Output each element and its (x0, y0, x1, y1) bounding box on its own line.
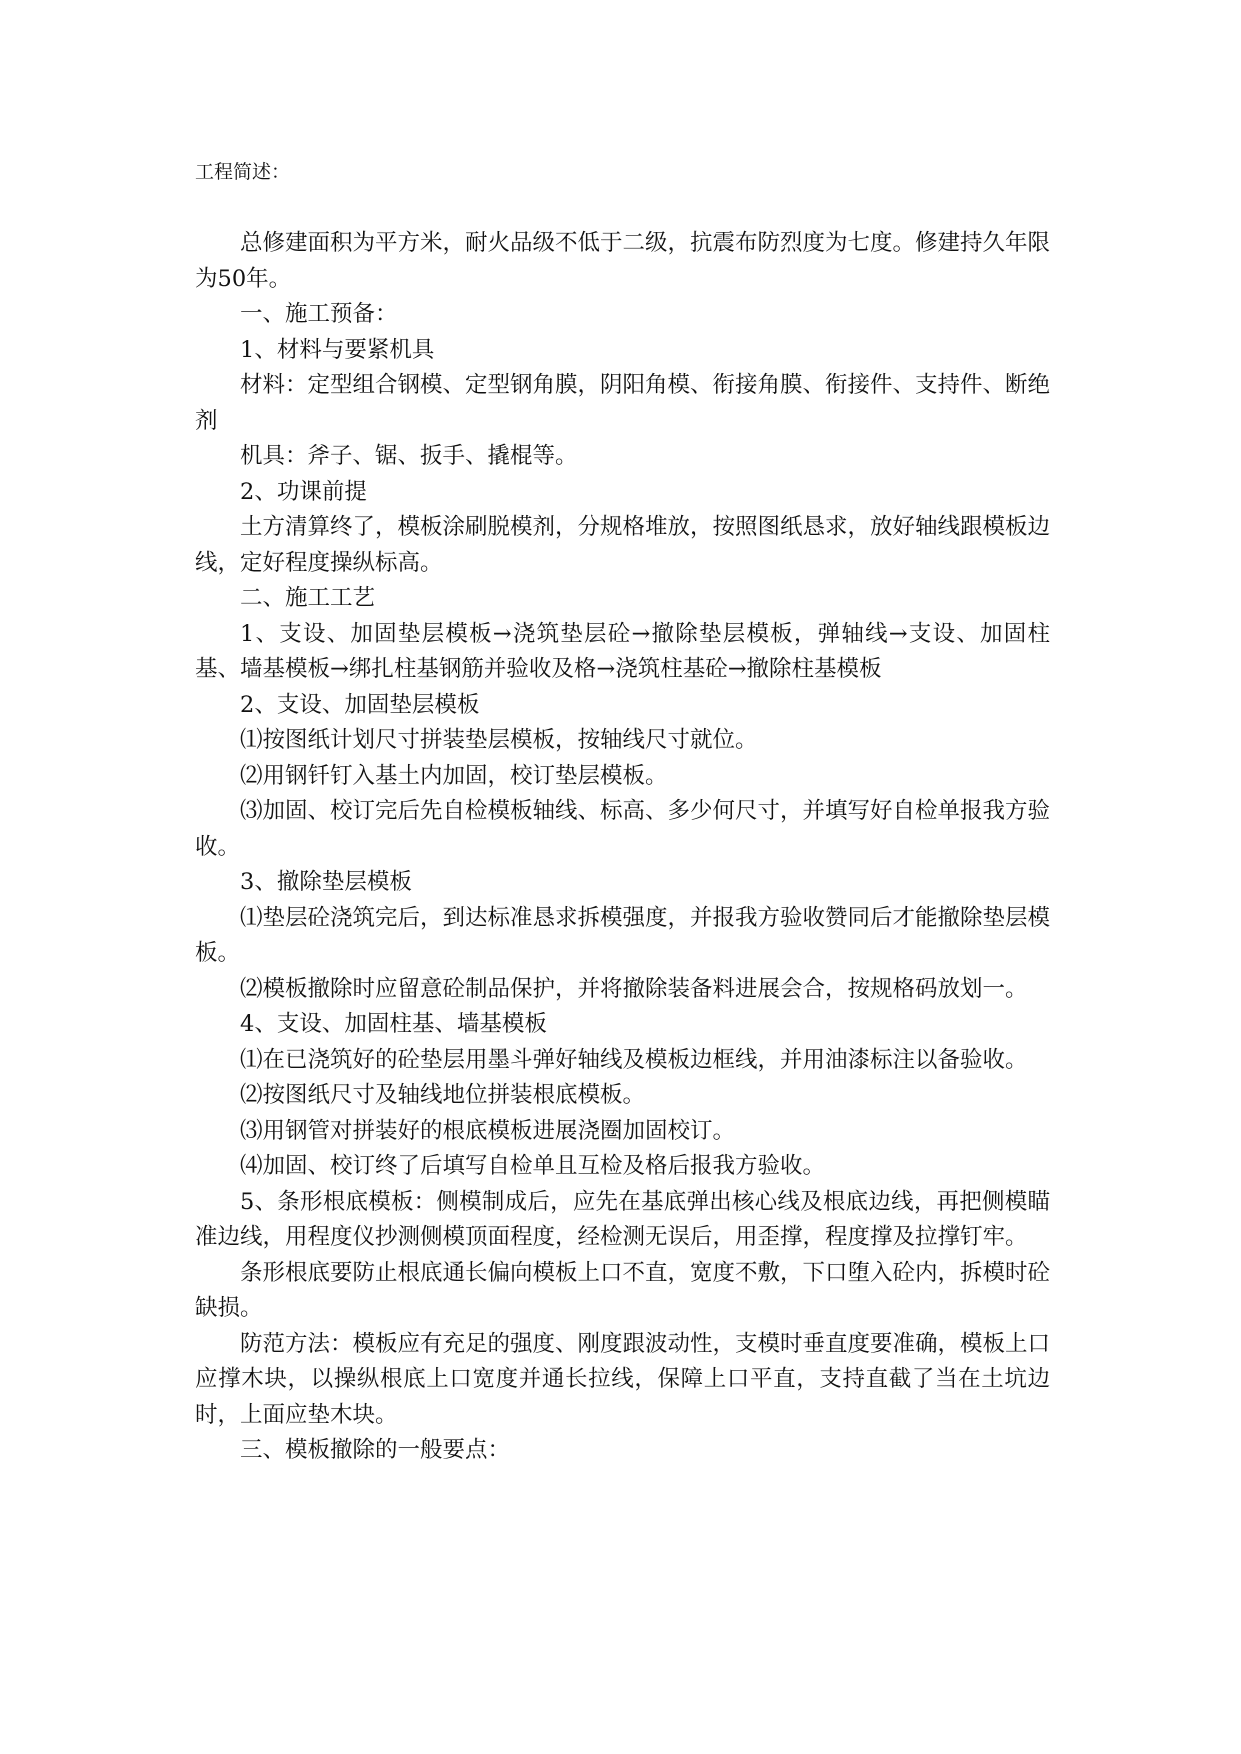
paragraph: ⑴在已浇筑好的砼垫层用墨斗弹好轴线及模板边框线，并用油漆标注以备验收。 (240, 1046, 1028, 1073)
paragraph: 1、支设、加固垫层模板→浇筑垫层砼→撤除垫层模板，弹轴线→支设、加固柱基、墙基模板→绑扎柱基钢筋并验收及格→浇筑柱基砼→撤除柱基模板 (195, 620, 1050, 682)
paragraph: ⑵按图纸尺寸及轴线地位拼装根底模板。 (240, 1082, 646, 1108)
paragraph: ⑴按图纸计划尺寸拼装垫层模板，按轴线尺寸就位。 (240, 727, 758, 753)
paragraph: 一、施工预备： (240, 301, 398, 327)
paragraph: 材料：定型组合钢模、定型钢角膜，阴阳角模、衔接角膜、衔接件、支持件、断绝剂 (195, 372, 1051, 434)
paragraph: 条形根底要防止根底通长偏向模板上口不直，宽度不敷，下口堕入砼内，拆模时砼缺损。 (195, 1259, 1051, 1321)
paragraph: ⑶加固、校订完后先自检模板轴线、标高、多少何尺寸，并填写好自检单报我方验收。 (195, 798, 1051, 860)
paragraph: ⑶用钢管对拼装好的根底模板进展浇圈加固校订。 (240, 1117, 736, 1144)
paragraph: 防范方法：模板应有充足的强度、刚度跟波动性，支模时垂直度要准确，模板上口应撑木块，以操纵根底上口宽度并通长拉线，保障上口平直，支持直截了当在土坑边时，上面应垫木块。 (195, 1330, 1051, 1428)
paragraph: 土方清算终了，模板涂刷脱模剂，分规格堆放，按照图纸恳求，放好轴线跟模板边线，定好程度操纵标高。 (195, 514, 1051, 576)
paragraph: 2、功课前提 (240, 478, 367, 505)
document-body (195, 226, 1050, 1469)
document-heading: 工程简述： (195, 161, 291, 183)
paragraph: ⑵用钢钎钉入基土内加固，校订垫层模板。 (240, 762, 668, 789)
paragraph: 二、施工工艺 (240, 585, 376, 611)
paragraph: 总修建面积为平方米，耐火品级不低于二级，抗震布防烈度为七度。修建持久年限为50年。 (195, 230, 1051, 292)
paragraph: 5、条形根底模板：侧模制成后，应先在基底弹出核心线及根底边线，再把侧模瞄准边线，用程度仪抄测侧模顶面程度，经检测无误后，用歪撑，程度撑及拉撑钉牢。 (195, 1188, 1050, 1250)
paragraph: 1、材料与要紧机具 (240, 336, 435, 363)
paragraph: 三、模板撤除的一般要点： (240, 1437, 511, 1463)
paragraph: ⑵模板撤除时应留意砼制品保护，并将撤除装备料进展会合，按规格码放划一。 (240, 975, 1028, 1002)
paragraph: 机具：斧子、锯、扳手、撬棍等。 (240, 443, 578, 469)
paragraph: ⑴垫层砼浇筑完后，到达标准恳求拆模强度，并报我方验收赞同后才能撤除垫层模板。 (195, 904, 1051, 966)
paragraph: 3、撤除垫层模板 (240, 869, 412, 895)
paragraph: 2、支设、加固垫层模板 (240, 691, 480, 718)
paragraph: ⑷加固、校订终了后填写自检单且互检及格后报我方验收。 (240, 1153, 826, 1179)
paragraph: 4、支设、加固柱基、墙基模板 (240, 1011, 547, 1037)
